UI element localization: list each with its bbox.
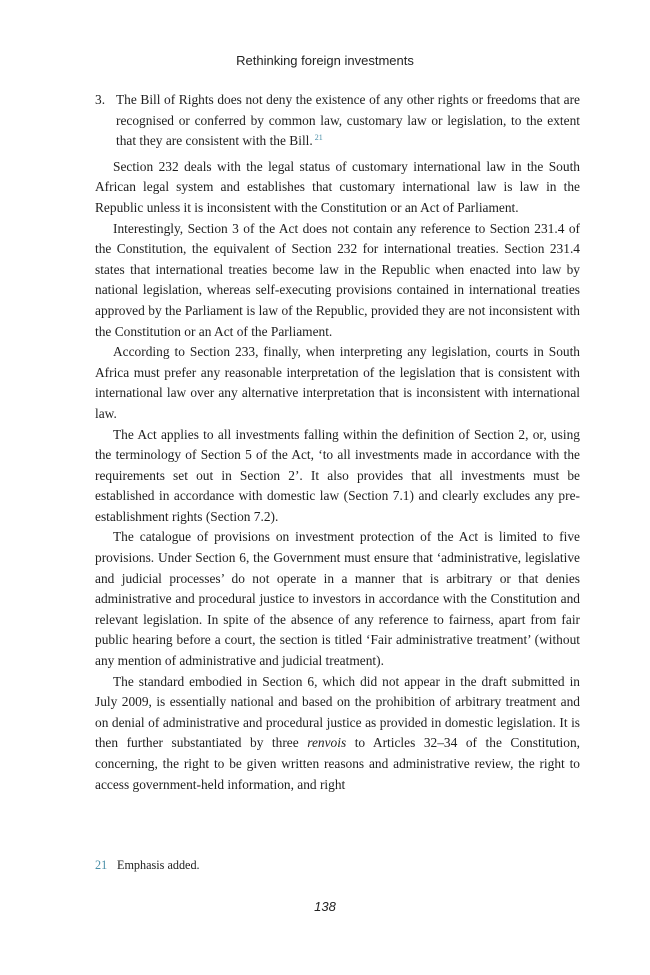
italic-term: renvois <box>307 735 347 751</box>
numbered-list-item <box>95 90 580 152</box>
body-text <box>95 90 580 795</box>
footnote <box>95 857 580 873</box>
paragraph-section-233: According to Section 233, finally, when interpreting any legislation, courts in South Africa must prefer any reasonable interpretation of the legislation that is consistent with international law over any alternative interpretation that is inconsistent with international law. <box>95 344 580 421</box>
paragraph-section-231-4: Interestingly, Section 3 of the Act does not contain any reference to Section 231.4 of the Constitution, the equivalent of Section 232 for international treaties. Section 231.4 states that international treaties become law in the Republic when enacted into law by national legislation, whereas self-executing provisions contained in international treaties approved by the Parliament is law of the Republic, provided they are not inconsistent with the Constitution or an Act of the Parliament. <box>95 220 580 339</box>
footnote-number: 21 <box>95 858 108 872</box>
page-number: 138 <box>314 899 336 914</box>
paragraph-investment-protection: The catalogue of provisions on investment protection of the Act is limited to five provisions. Under Section 6, the Government must ensure that ‘administrative, legislative and judicial processes’ do not operate in a manner that is arbitrary or that denies administrative and procedural justice to investors in accordance with the Constitution and relevant legislation. In spite of the absence of any reference to fairness, apart from fair public hearing before a court, the section is titled ‘Fair administrative treatment’ (without any mention of administrative and judicial treatment). <box>95 529 580 669</box>
list-item-body: The Bill of Rights does not deny the existence of any other rights or freedoms that are recognised or conferred by common law, customary law or legislation, to the extent that they are consistent with the Bill. <box>116 92 580 149</box>
running-head: Rethinking foreign investments <box>236 53 414 68</box>
paragraph-section-6-standard <box>95 672 580 796</box>
paragraph-act-scope: The Act applies to all investments falling within the definition of Section 2, or, using the terminology of Section 5 of the Act, ‘to all investments made in accordance with the requirements set out in Section 2’. It also provides that all investments must be established in accordance with domestic law (Section 7.1) and clearly excludes any pre-establishment rights (Section 7.2). <box>95 426 580 524</box>
paragraph-text-after-italic: to Articles 32–34 of the Constitution, concerning, the right to be given written reasons and administrative review, the right to access government-held information, and right <box>95 735 580 792</box>
footnote-text: Emphasis added. <box>117 858 200 872</box>
list-item-text <box>116 90 580 152</box>
paragraph-section-232: Section 232 deals with the legal status of customary international law in the South African legal system and establishes that customary international law is law in the Republic unless it is inconsistent with the Constitution or an Act of Parliament. <box>95 158 580 215</box>
paragraph-text-before-italic: The standard embodied in Section 6, which did not appear in the draft submitted in July 2009, is essentially national and based on the prohibition of arbitrary treatment and on denial of administrative and procedural justice as provided in domestic legislation. It is then further substantiated by three <box>95 673 580 751</box>
footnote-reference[interactable]: 21 <box>314 132 323 142</box>
list-item-number: 3. <box>95 92 106 107</box>
